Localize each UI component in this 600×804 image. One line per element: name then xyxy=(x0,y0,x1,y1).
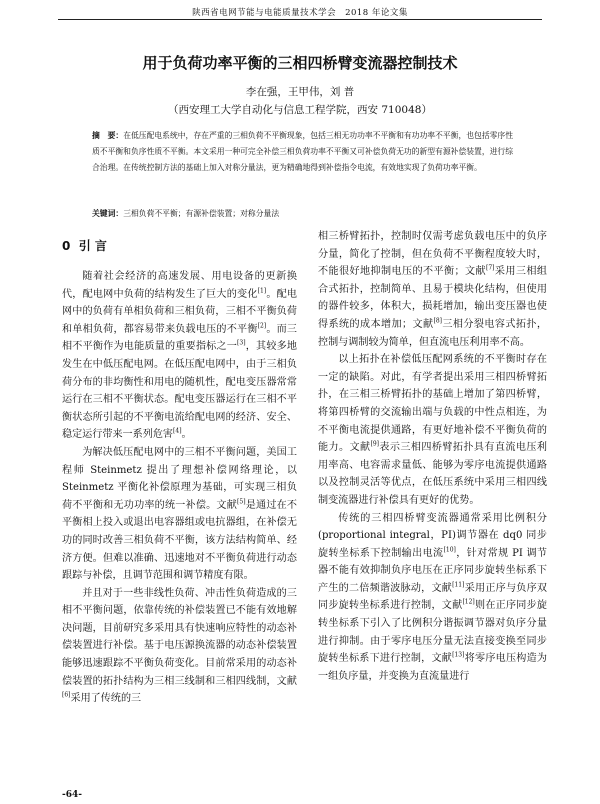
affiliation: （西安理工大学自动化与信息工程学院，西安 710048） xyxy=(168,104,432,116)
paragraph: 随着社会经济的高速发展、用电设备的更新换代，配电网中负荷的结构发生了巨大的变化[1]。配电网中的负荷有单相负荷和三相负荷，三相不平衡负荷和单相负荷，都容易带来负载电压的不平衡[2]。而三相不平衡作为电能质量的重要指标之一[3]，其较多地发生在中低压配电网。在低压配电网中，由于三相负荷分布的非均衡性和用电的随机性，配电变压器常常运行在三相不平衡状态。配电变压器运行在三相不平衡状态所引起的不平衡电流给配电网的经济、安全、稳定运行带来一系列危害[4]。 xyxy=(62,271,298,441)
abstract-label: 摘 要： xyxy=(92,131,124,140)
abstract-text: 在低压配电系统中，存在严重的三相负荷不平衡现象，包括三相无功功率不平衡和有功功率不平衡，也包括零序性质不平衡和负序性质不平衡。本文采用一种可完全补偿三相负荷功率不平衡又可补偿负荷无功的新型有源补偿装置，进行综合治理。在传统控制方法的基础上加入对称分量法，更为精确地得到补偿指令电流，有效地实现了负荷功率平衡。 xyxy=(92,131,514,172)
section-heading xyxy=(62,237,107,254)
body-column-right xyxy=(318,228,547,685)
paragraph: 相三桥臂拓扑，控制时仅需考虑负载电压中的负序分量，简化了控制，但在负荷不平衡程度较大时，不能很好地抑制电压的不平衡；文献[7]采用三相组合式拓扑，控制简单、且易于模块化结构，但使用的器件较多，体积大，损耗增加，输出变压器也使得系统的成本增加；文献[8]三相分裂电容式拓扑，控制与调制较为简单，但直流电压利用率不高。 xyxy=(318,231,547,348)
section-number: 0 xyxy=(62,239,71,253)
header-rule xyxy=(58,19,542,20)
paragraph: 以上拓扑在补偿低压配网系统的不平衡时存在一定的缺陷。对此，有学者提出采用三相四桥臂拓扑，在三相三桥臂拓扑的基础上增加了第四桥臂，将第四桥臂的交流输出端与负载的中性点相连，为不平衡电流提供通路，有更好地补偿不平衡负荷的能力。文献[9]表示三相四桥臂拓扑具有直流电压利用率高、电容需求量低、能够为零序电流提供通路以及控制灵活等优点，在低压系统中采用三相四线制变流器进行补偿具有更好的优势。 xyxy=(318,354,547,506)
paragraph: 为解决低压配电网中的三相不平衡问题，美国工程师 Steinmetz 提出了理想补偿网络理论，以 Steinmetz 平衡化补偿原理为基础，可实现三相负荷不平衡和无功功率的统一补偿。文献[5]是通过在不平衡相上投入或退出电容器组或电抗器组，在补偿无功的同时改善三相负荷不平衡，该方法结构简单、经济方便。但难以准确、迅速地对不平衡负荷进行动态跟踪与补偿，且调节范围和调节精度有限。 xyxy=(62,446,298,582)
paper-title: 用于负荷功率平衡的三相四桥臂变流器控制技术 xyxy=(142,54,458,72)
author-list: 李在强，王甲伟，刘 普 xyxy=(245,86,355,98)
running-header: 陕西省电网节能与电能质量技术学会 2018 年论文集 xyxy=(192,8,408,18)
paragraph: 并且对于一些非线性负荷、冲击性负荷造成的三相不平衡问题，依靠传统的补偿装置已不能有效地解决问题，目前研究多采用具有快速响应特性的动态补偿装置进行补偿。基于电压源换流器的动态补偿装置能够迅速跟踪不平衡负荷变化。目前常采用的动态补偿装置的拓扑结构为三相三线制和三相四线制，文献[6]采用了传统的三 xyxy=(62,587,297,705)
keywords-text: 三相负荷不平衡；有源补偿装置；对称分量法 xyxy=(123,209,280,218)
body-column-left xyxy=(62,268,297,708)
section-title: 引 言 xyxy=(78,239,107,253)
keywords-label: 关键词： xyxy=(92,209,124,218)
keywords xyxy=(92,208,520,219)
abstract xyxy=(92,128,520,176)
page-number: -64- xyxy=(62,790,82,800)
paragraph: 传统的三相四桥臂变流器通常采用比例积分(proportional integral，PI)调节器在 dq0 同步旋转坐标系下控制输出电流[10]，针对常规 PI 调节器不能有效抑制负序电压在正序同步旋转坐标系下产生的二倍频谐波脉动，文献[11]采用正序与负序双同步旋转坐标系进行控制，文献[12]则在正序同步旋转坐标系下引入了比例积分谐振调节器对负序分量进行抑制。由于零序电压分量无法直接变换至同步旋转坐标系下进行控制，文献[13]将零序电压构造为一组负序量，并变换为直流量进行 xyxy=(318,512,548,682)
